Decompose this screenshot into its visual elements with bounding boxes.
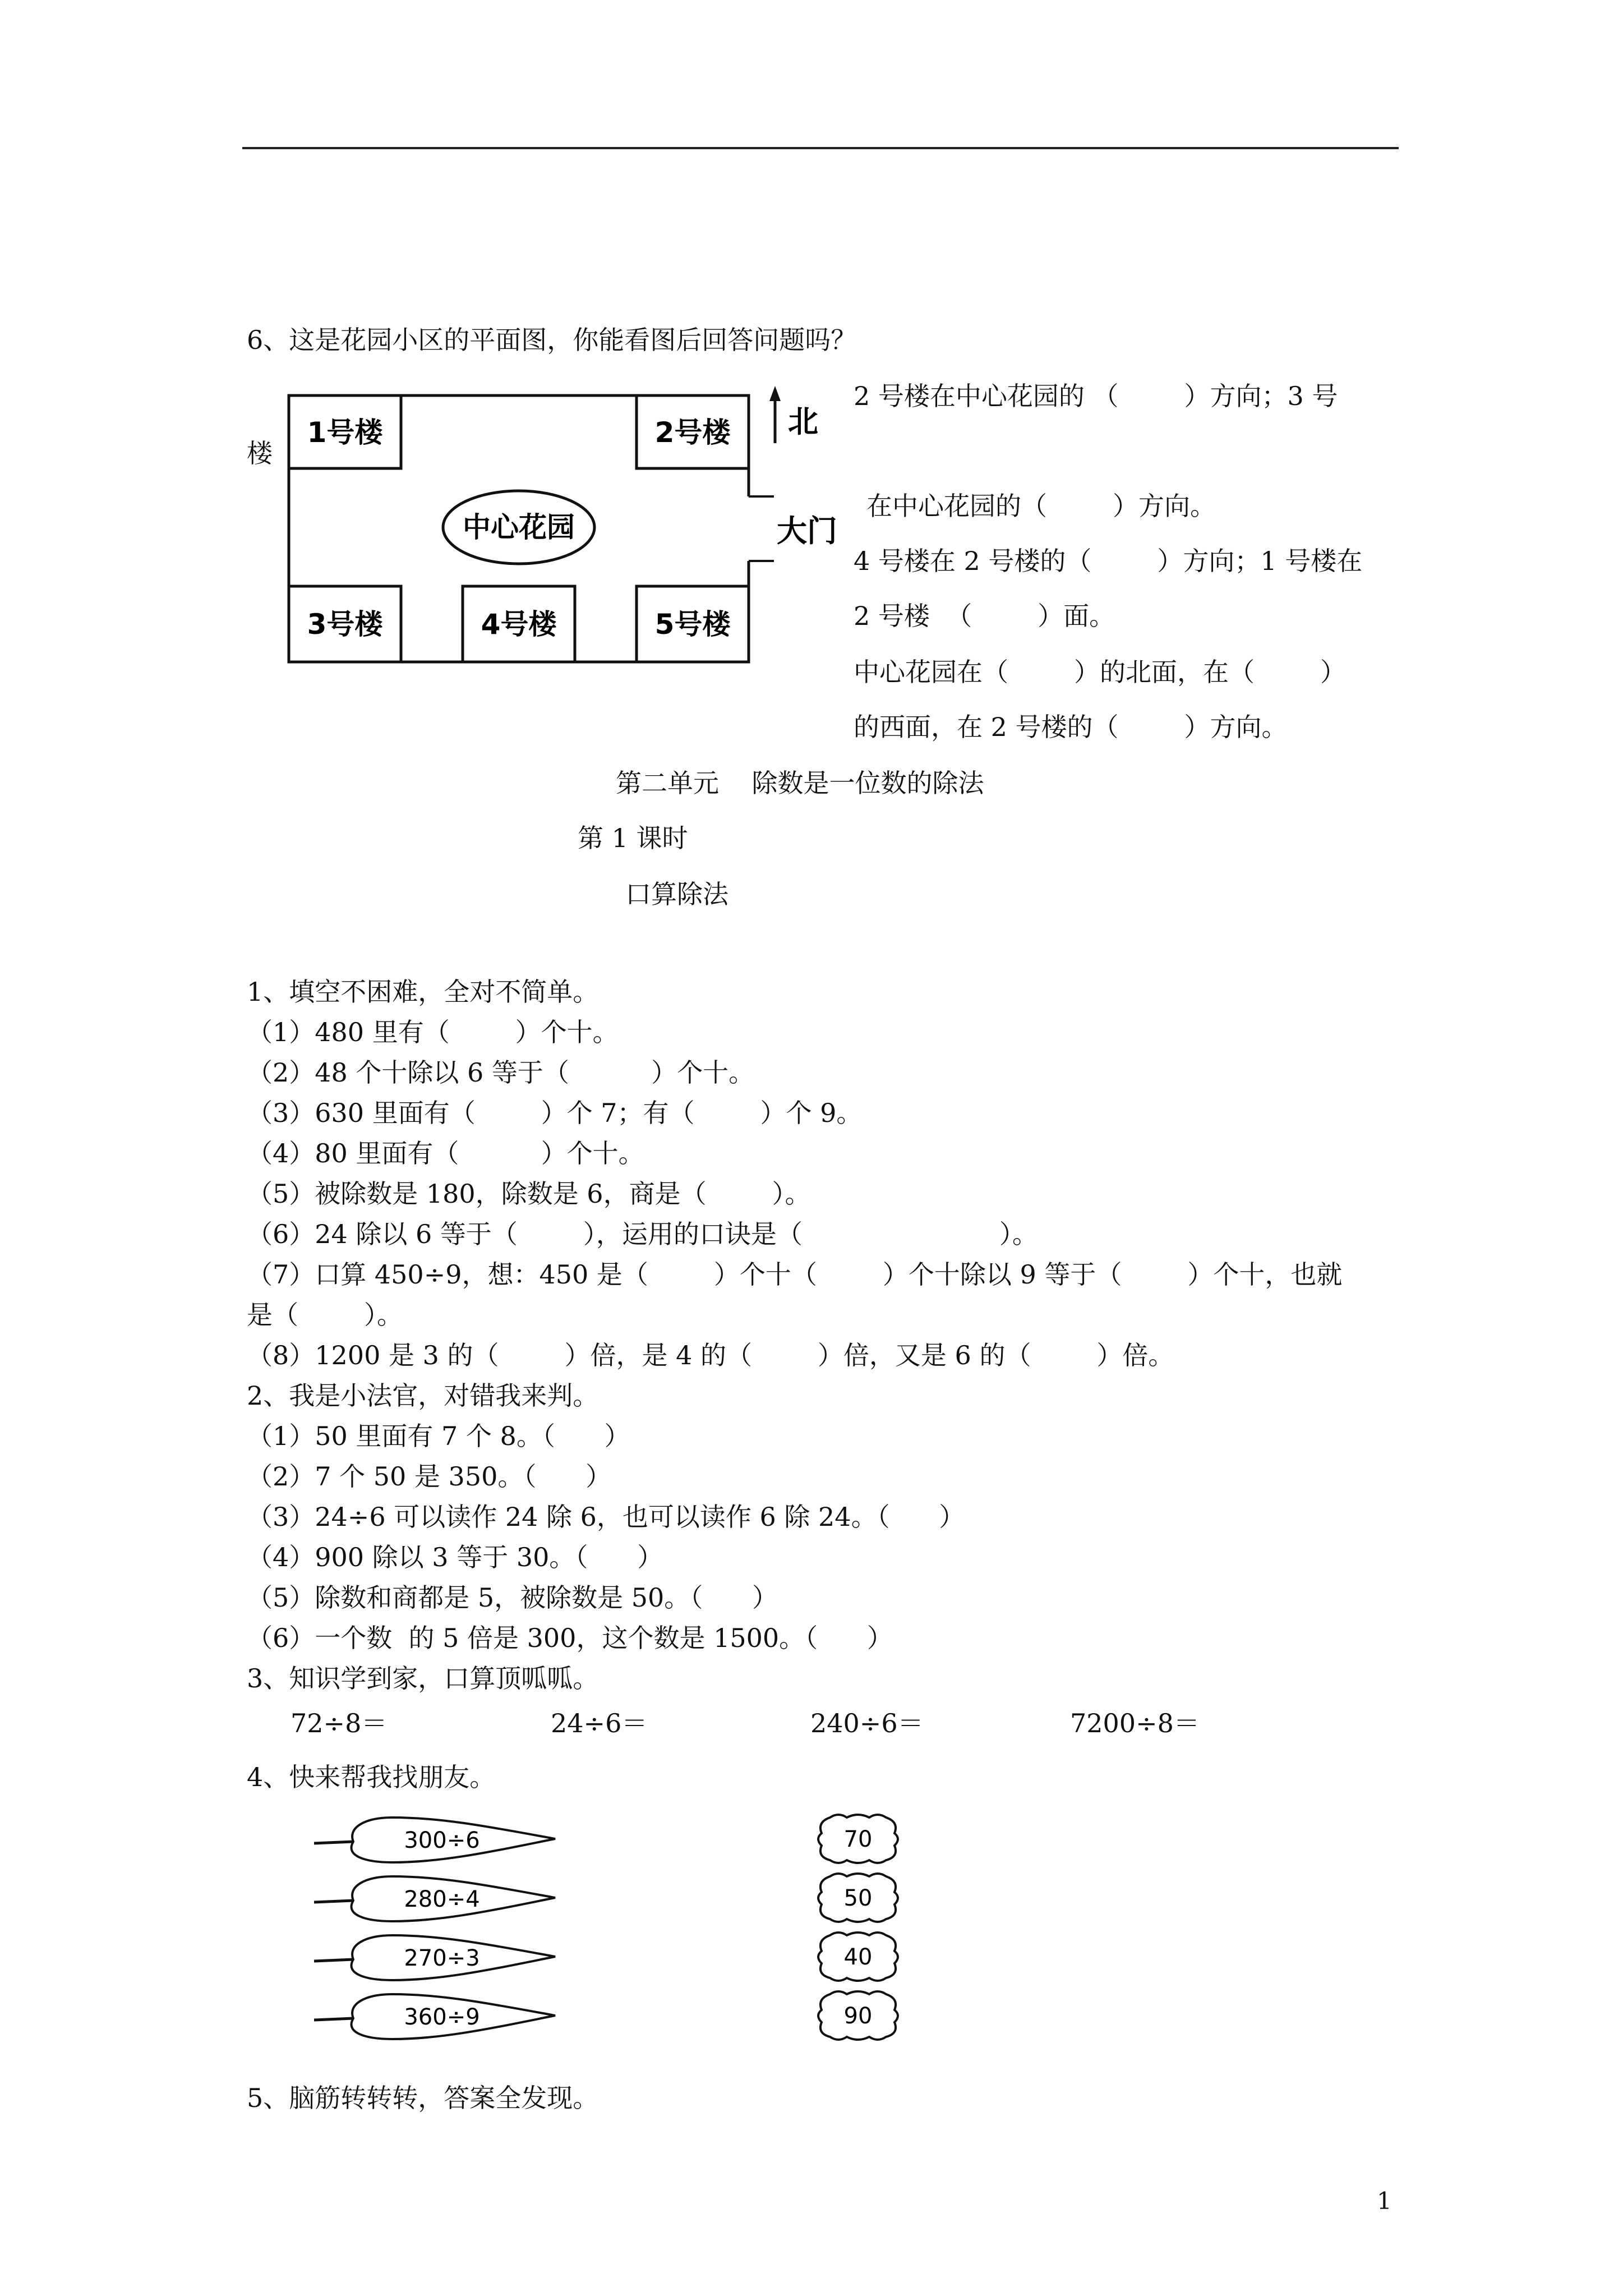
building-2-label: 2号楼 — [654, 416, 731, 449]
question-6-line-4: 2 号楼 （ ）面。 — [854, 601, 1115, 631]
mental-math-item: 7200÷8＝ — [1070, 1708, 1200, 1738]
exercise-1-item: 是（ ）。 — [247, 1300, 403, 1330]
header-rule — [242, 147, 1399, 149]
leaf-expression: 270÷3 — [404, 1945, 480, 1971]
leaf-expression: 360÷9 — [404, 2004, 480, 2030]
flower-card[interactable] — [810, 1987, 906, 2044]
garden-community-map — [247, 370, 837, 684]
north-arrow-icon — [769, 386, 781, 401]
exercise-1-item: （4）80 里面有（ ）个十。 — [247, 1138, 644, 1168]
leaf-card[interactable] — [314, 1870, 566, 1931]
exercise-2-item: （6）一个数 的 5 倍是 300，这个数是 1500。（ ） — [247, 1623, 893, 1653]
leaf-card[interactable] — [314, 1987, 566, 2049]
building-1-label: 1号楼 — [307, 416, 383, 449]
exercise-2-item: （3）24÷6 可以读作 24 除 6，也可以读作 6 除 24。（ ） — [247, 1502, 965, 1532]
flower-card[interactable] — [810, 1929, 906, 1985]
page-number: 1 — [1377, 2187, 1392, 2215]
leaf-expression: 280÷4 — [404, 1887, 480, 1912]
exercise-1-item: （1）480 里有（ ）个十。 — [247, 1017, 619, 1047]
exercise-5-title: 5、脑筋转转转，答案全发现。 — [247, 2083, 599, 2113]
flower-number: 50 — [843, 1885, 873, 1911]
leaf-expression: 300÷6 — [404, 1828, 480, 1853]
building-4-label: 4号楼 — [481, 608, 557, 641]
building-3-label: 3号楼 — [307, 608, 383, 641]
flower-number: 90 — [843, 2003, 873, 2029]
exercise-2-item: （5）除数和商都是 5，被除数是 50。（ ） — [247, 1582, 778, 1613]
mental-math-item: 72÷8＝ — [291, 1708, 388, 1738]
exercise-1-item: （7）口算 450÷9，想：450 是（ ）个十（ ）个十除以 9 等于（ ）个十，也就 — [247, 1259, 1343, 1290]
mental-math-item: 24÷6＝ — [551, 1708, 648, 1738]
leaf-card[interactable] — [314, 1811, 566, 1872]
mental-math-item: 240÷6＝ — [810, 1708, 924, 1738]
exercise-2-title: 2、我是小法官，对错我来判。 — [247, 1381, 599, 1411]
exercise-3-title: 3、知识学到家，口算顶呱呱。 — [247, 1663, 599, 1694]
question-6-line-2: 在中心花园的（ ）方向。 — [866, 491, 1216, 521]
question-6-line-3: 4 号楼在 2 号楼的（ ）方向；1 号楼在 — [854, 546, 1363, 576]
exercise-2-item: （2）7 个 50 是 350。（ ） — [247, 1461, 612, 1492]
leaf-card[interactable] — [314, 1929, 566, 1990]
flower-number: 40 — [843, 1944, 873, 1970]
exercise-1-item: （6）24 除以 6 等于（ ），运用的口诀是（ ）。 — [247, 1219, 1038, 1249]
flower-card[interactable] — [810, 1870, 906, 1926]
topic-title: 口算除法 — [625, 879, 728, 909]
question-6-line-5: 中心花园在（ ）的北面，在（ ） — [854, 657, 1346, 687]
exercise-1-item: （3）630 里面有（ ）个 7；有（ ）个 9。 — [247, 1098, 863, 1128]
flower-card[interactable] — [810, 1811, 906, 1867]
exercise-2-item: （4）900 除以 3 等于 30。（ ） — [247, 1542, 663, 1572]
exercise-1-title: 1、填空不困难，全对不简单。 — [247, 977, 599, 1007]
building-5-label: 5号楼 — [654, 608, 731, 641]
exercise-2-item: （1）50 里面有 7 个 8。（ ） — [247, 1421, 630, 1451]
question-6-title: 6、这是花园小区的平面图，你能看图后回答问题吗？ — [247, 325, 857, 355]
lesson-title: 第 1 课时 — [578, 823, 688, 853]
question-6-line-2b: 楼 — [247, 438, 273, 468]
exercise-1-item: （8）1200 是 3 的（ ）倍，是 4 的（ ）倍，又是 6 的（ ）倍。 — [247, 1340, 1174, 1370]
question-6-line-6: 的西面，在 2 号楼的（ ）方向。 — [854, 712, 1288, 742]
exercise-4-title: 4、快来帮我找朋友。 — [247, 1762, 496, 1792]
exercise-1-item: （2）48 个十除以 6 等于（ ）个十。 — [247, 1057, 755, 1088]
exercise-1-item: （5）被除数是 180，除数是 6，商是（ ）。 — [247, 1179, 811, 1209]
north-label: 北 — [788, 404, 818, 439]
question-6-line-1: 2 号楼在中心花园的 （ ）方向；3 号 — [854, 381, 1338, 411]
gate-label: 大门 — [777, 513, 837, 549]
central-garden-label: 中心花园 — [463, 511, 575, 544]
unit-title: 第二单元 除数是一位数的除法 — [616, 768, 984, 798]
flower-number: 70 — [843, 1826, 873, 1852]
